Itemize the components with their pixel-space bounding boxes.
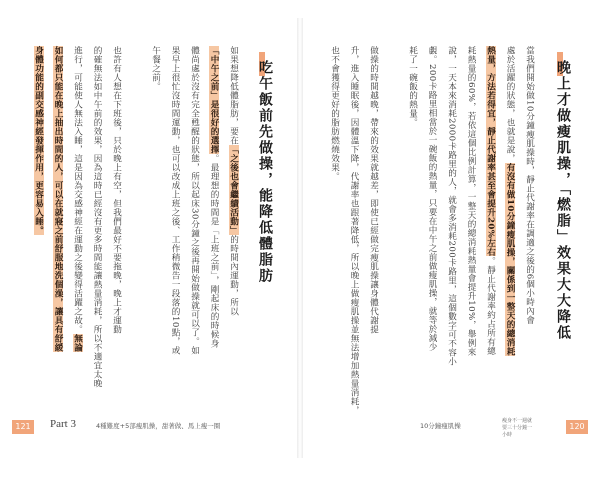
right-page-number: 120 [566,420,588,434]
text-segment: 也不會獲得更好的脂肪燃燒效果。 [329,46,340,181]
text-column [327,46,341,406]
text-column [31,46,45,406]
text-segment: 處於活躍的狀態，也就是說， [505,46,516,163]
text-column [405,46,419,406]
text-segment: 如何都只能在晚上抽出時間的人，可以在就寢之前舒服地洗個澡，讓具有舒緩 [53,46,64,352]
text-segment: 進行，可能使人無法入睡，這是因為交感神經在運動之後變得活躍之故。 [72,46,83,334]
text-column [347,46,361,415]
text-column [90,46,104,406]
text-segment: 耗了一碗飯的熱量。 [407,46,418,127]
text-segment: 熱量，方法若得宜，靜止代謝率甚至會提升20%左右 [485,46,496,257]
text-column [522,46,536,406]
text-segment: 的時間內運動，所以 [228,235,239,316]
text-segment: 身體功能的副交感神經發揮作用，更容易入睡。 [33,46,44,235]
text-segment: 午餐之前。 [150,46,161,91]
text-segment: 是很好的選擇 [209,100,220,154]
text-column [503,46,517,406]
part-label: Part 3 [50,418,76,430]
right-footer-title: 10分鐘瘦肌操 [420,422,461,430]
text-column [464,46,478,406]
text-column [366,46,380,406]
text-column [70,46,84,406]
text-column [51,46,65,406]
right-heading: 晚上才做瘦肌操，「燃脂」效果大大降低 [555,60,571,341]
text-segment: 覷。200卡路里相當於一碗飯的熱量，只要在中午之前做瘦肌操，就等於減少 [427,46,438,352]
text-column [168,46,182,406]
left-page [0,0,298,480]
right-page [302,0,600,480]
text-segment: 體尚處於沒有完全甦醒的狀態，所以起床30分鐘之後再開始做操就可以了。如 [189,46,200,355]
text-segment: 「之後也會繼續活動」 [228,145,239,235]
text-column [444,46,458,406]
text-segment: 當我們開始做10分鐘瘦肌操時，靜止代謝率在調適之後的6個小時內會 [524,46,535,325]
text-segment: 無論 [72,334,83,352]
text-column [483,46,497,406]
left-footer-title: 4種難度+5部瘦肌操，甜著做、馬上瘦一圈 [96,422,221,430]
text-segment: 有沒有做10分鐘瘦肌操，關係到一整天的總消耗 [505,163,516,356]
text-column [187,46,201,406]
text-column [109,46,123,406]
left-page-number: 121 [12,420,34,434]
text-segment: 升，進入睡眠後，因體溫下降，代謝率也跟著降低，所以晚上做瘦肌操並無法增加熱量消耗， [349,46,360,415]
text-column [148,46,162,406]
text-column [226,46,240,406]
text-segment: 。靜止代謝率約占所有總 [485,256,496,356]
text-segment: 的確無法如中午前的效果，因為這時已經沒有更多時間能讓熱量消耗，所以不適宜太晚 [92,46,103,388]
text-segment: 。最理想的時間是「上班之前」，剛起床的時候身 [209,154,220,348]
text-segment: 也許有人想在下班後，只於晚上有空，但我們最好不要拖晚，晚上才運動 [111,46,122,334]
text-segment: 果早上很忙沒時間運動，也可以改成上班之後、工作稍微告一段落的10點，或 [170,46,181,355]
right-footer-note: 瘦身不一週就要三十分鐘一小時 [502,418,533,438]
text-segment: 做操的時間越晚，帶來的效果就越差，即使已經做完瘦肌操讓身體代謝提 [368,46,379,334]
text-segment: 耗熱量的60%，若依這個比例計算，一整天的總消耗熱量會提升10%，舉例來 [466,46,477,357]
text-segment: 說，一天本來消耗2000卡路里的人，就會多消耗200卡路里，這個數字可不容小 [446,46,457,367]
text-segment: 如果想降低體脂肪，要在 [228,46,239,145]
text-column [425,46,439,406]
text-column [207,46,221,406]
left-heading: 吃午飯前先做操，能降低體脂肪 [257,60,273,284]
text-segment: 「中午之前」 [209,46,220,100]
